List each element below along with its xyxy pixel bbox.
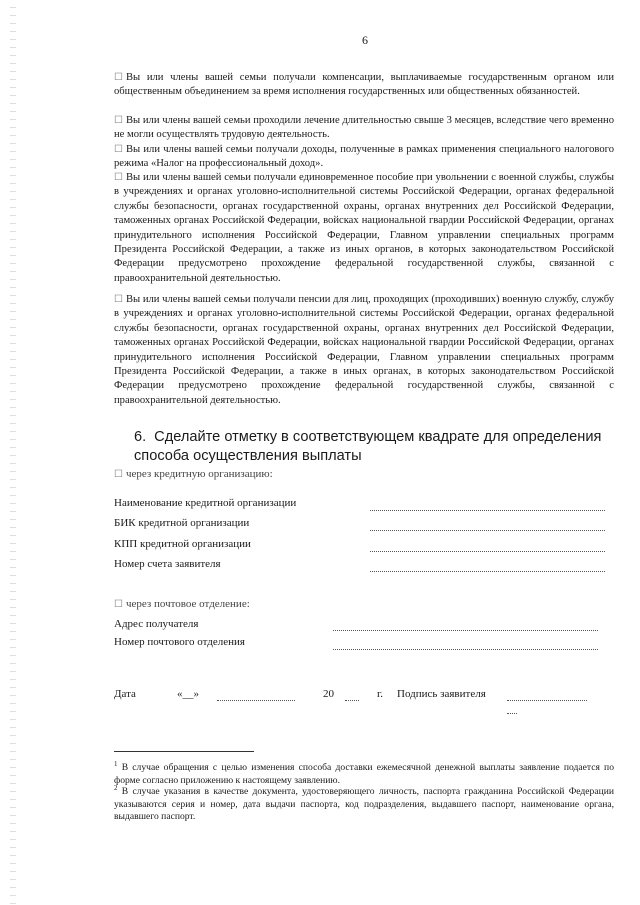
section-heading (134, 428, 604, 466)
field-line-bank-name[interactable] (370, 510, 605, 511)
signature-line[interactable] (507, 700, 587, 701)
footnote-2 (114, 782, 614, 824)
checkbox-icon[interactable]: ☐ (114, 294, 123, 305)
field-label-post-office-number: Номер почтового отделения (114, 636, 245, 648)
footnote-divider (114, 751, 254, 752)
paragraph-text: Вы или члены вашей семьи проходили лечение длительностью свыше 3 месяцев, вследствие чего временно не могли осуществлять трудовую деятельность. (114, 115, 614, 141)
option-credit-organization[interactable] (114, 468, 273, 480)
option-label: через кредитную организацию: (125, 468, 273, 480)
date-year-line[interactable] (345, 700, 359, 701)
paragraph-compensations (114, 71, 614, 100)
date-year-prefix: 20 (323, 688, 334, 700)
date-day-field[interactable]: «__» (177, 688, 199, 700)
paragraph-text: Вы или члены вашей семьи получали пенсии для лиц, проходящих (проходивших) военную службу, службу в учреждениях и органах уголовно-исполнительной системы Российской Федерации, органах федеральной службы безопасности, органах государственной охраны, органах внутренних дел Российской Федерации, таможенных органах Российской Федерации, войсках национальной гвардии Российской Федерации, органах принудительного исполнения Российской Федерации, Главном управлении специальных программ Президента Российской Федерации, а также в иных органах, в которых законодательством Российской Федерации предусмотрено прохождение федеральной государственной службы, связанной с правоохранительной деятельностью. (114, 294, 614, 406)
signature-line-tail (507, 713, 517, 714)
footnote-mark: 2 (114, 784, 118, 792)
field-label-bank-name: Наименование кредитной организации (114, 497, 297, 509)
year-suffix: г. (377, 688, 384, 700)
checkbox-icon[interactable]: ☐ (114, 72, 123, 83)
checkbox-icon[interactable]: ☐ (114, 469, 123, 480)
field-line-post-office-number[interactable] (333, 649, 598, 650)
paragraph-service-pensions (114, 293, 614, 408)
checkbox-icon[interactable]: ☐ (114, 172, 123, 183)
option-label: через почтовое отделение: (125, 598, 250, 610)
field-label-bik: БИК кредитной организации (114, 517, 250, 529)
section-number: 6. (134, 429, 147, 445)
date-label: Дата (114, 688, 136, 700)
checkbox-icon[interactable]: ☐ (114, 599, 123, 610)
field-line-bik[interactable] (370, 530, 605, 531)
paragraph-text: Вы или члены вашей семьи получали компенсации, выплачиваемые государственным органом или общественным объединением за время исполнения государственных или общественных обязанностей. (114, 72, 614, 98)
signature-label: Подпись заявителя (397, 688, 486, 700)
scan-edge-marks (10, 0, 16, 905)
checkbox-icon[interactable]: ☐ (114, 144, 123, 155)
option-post-office[interactable] (114, 598, 250, 610)
checkbox-icon[interactable]: ☐ (114, 115, 123, 126)
field-label-kpp: КПП кредитной организации (114, 538, 251, 550)
paragraph-professional-income (114, 143, 614, 172)
footnote-mark: 1 (114, 760, 118, 768)
field-line-recipient-address[interactable] (333, 630, 598, 631)
section-title: Сделайте отметку в соответствующем квадрате для определения способа осуществления выплаты (134, 429, 602, 464)
paragraph-text: Вы или члены вашей семьи получали доходы, полученные в рамках применения специального налогового режима «Налог на профессиональный доход». (114, 144, 614, 170)
page-number: 6 (362, 33, 368, 47)
footnote-text: В случае обращения с целью изменения способа доставки ежемесячной денежной выплаты заявление подается по форме согласно приложению к настоящему заявлению. (114, 762, 614, 786)
paragraph-text: Вы или члены вашей семьи получали единовременное пособие при увольнении с военной службы, службы в учреждениях и органах уголовно-исполнительной системы Российской Федерации, органах федеральной службы безопасности, органах государственной охраны, органах внутренних дел Российской Федерации, таможенных органах Российской Федерации, войсках национальной гвардии Российской Федерации, органах принудительного исполнения Российской Федерации, Главном управлении специальных программ Президента Российской Федерации, а также из иных органов, в которых законодательством Российской Федерации предусмотрено прохождение федеральной государственной службы, связанной с правоохранительной деятельностью. (114, 172, 614, 284)
field-line-account-number[interactable] (370, 571, 605, 572)
date-month-line[interactable] (217, 700, 295, 701)
field-label-recipient-address: Адрес получателя (114, 618, 199, 630)
field-label-account-number: Номер счета заявителя (114, 558, 221, 570)
paragraph-treatment (114, 114, 614, 143)
paragraph-severance-allowance (114, 171, 614, 286)
field-line-kpp[interactable] (370, 551, 605, 552)
footnote-text: В случае указания в качестве документа, удостоверяющего личность, паспорта гражданина Российской Федерации указываются серия и номер, дата выдачи паспорта, код подразделения, выдавшего паспорт, наименование органа, выдавшего паспорт. (114, 786, 615, 823)
